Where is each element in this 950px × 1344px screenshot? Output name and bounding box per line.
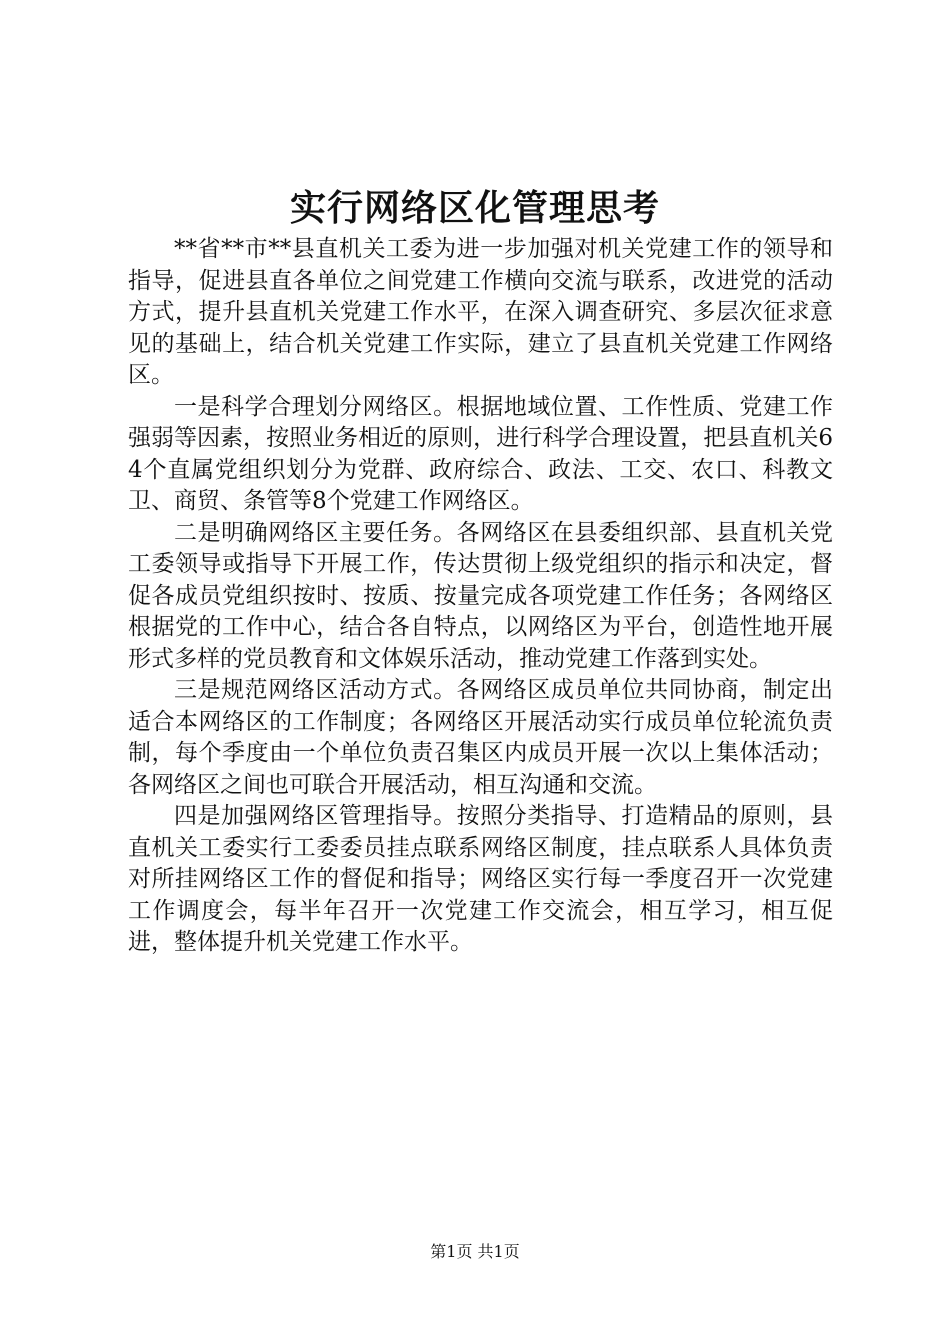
document-title: 实行网络区化管理思考 [289, 187, 660, 229]
paragraph-four: 四是加强网络区管理指导。按照分类指导、打造精品的原则，县直机关工委实行工委委员挂点联系网络区制度，挂点联系人具体负责对所挂网络区工作的督促和指导；网络区实行每一季度召开一次党建工作调度会，每半年召开一次党建工作交流会，相互学习，相互促进，整体提升机关党建工作水平。 [128, 803, 833, 955]
paragraph-one: 一是科学合理划分网络区。根据地域位置、工作性质、党建工作强弱等因素，按照业务相近的原则，进行科学合理设置，把县直机关64个直属党组织划分为党群、政府综合、政法、工交、农口、科教文卫、商贸、条管等8个党建工作网络区。 [128, 393, 833, 514]
paragraph-three: 三是规范网络区活动方式。各网络区成员单位共同协商，制定出适合本网络区的工作制度；各网络区开展活动实行成员单位轮流负责制，每个季度由一个单位负责召集区内成员开展一次以上集体活动；各网络区之间也可联合开展活动，相互沟通和交流。 [128, 677, 833, 798]
paragraph-intro: **省**市**县直机关工委为进一步加强对机关党建工作的领导和指导，促进县直各单位之间党建工作横向交流与联系，改进党的活动方式，提升县直机关党建工作水平，在深入调查研究、多层次征求意见的基础上，结合机关党建工作实际，建立了县直机关党建工作网络区。 [128, 236, 833, 388]
document-body [128, 234, 833, 959]
paragraph-two: 二是明确网络区主要任务。各网络区在县委组织部、县直机关党工委领导或指导下开展工作，传达贯彻上级党组织的指示和决定，督促各成员党组织按时、按质、按量完成各项党建工作任务；各网络区根据党的工作中心，结合各自特点，以网络区为平台，创造性地开展形式多样的党员教育和文体娱乐活动，推动党建工作落到实处。 [128, 519, 833, 672]
page-footer: 第1页 共1页 [430, 1242, 520, 1261]
